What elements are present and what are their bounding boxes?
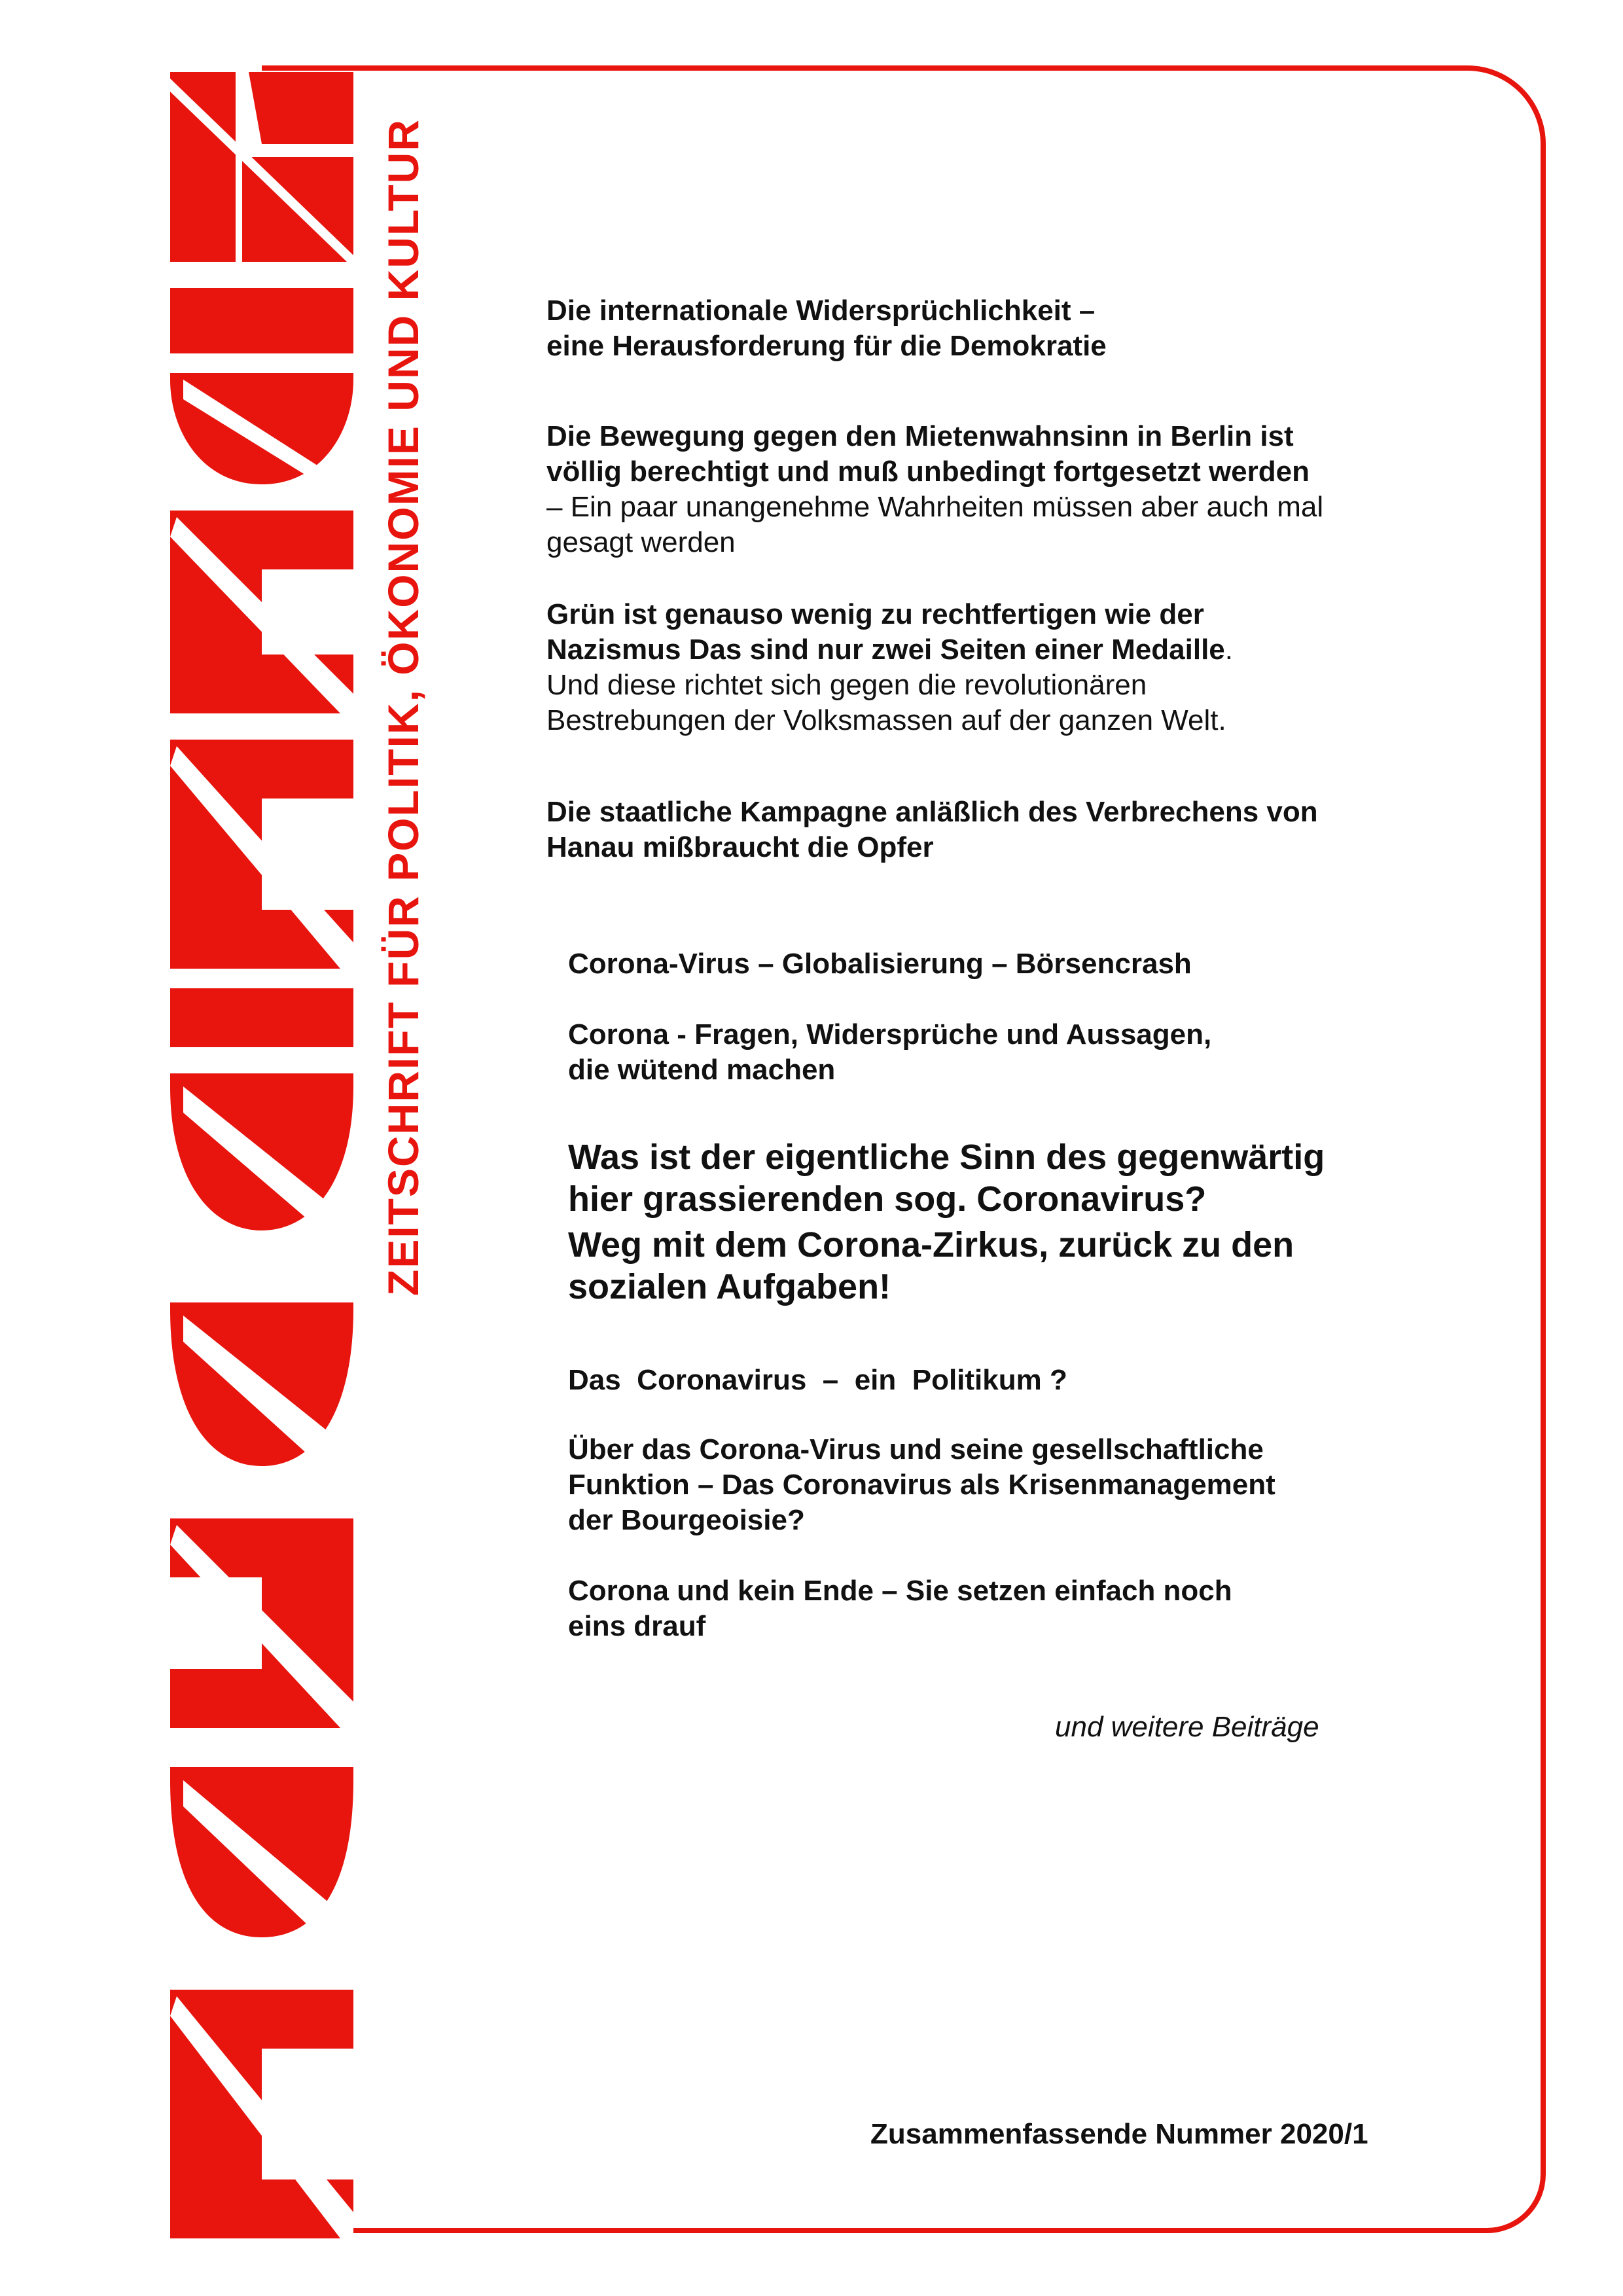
article-title-1: Die internationale Widersprüchlichkeit – eine Herausforderung für die Demokratie	[546, 295, 1107, 362]
issue-number: Zusammenfassende Nummer 2020/1	[870, 2118, 1368, 2150]
article-title-3: Grün ist genauso wenig zu rechtfertigen wie der Nazismus Das sind nur zwei Seiten einer Medaille. Und diese richtet sich gegen die revolutionären Bestrebungen der Volksmassen auf der ganzen Welt.	[546, 598, 1234, 736]
article-title-5: Corona-Virus – Globalisierung – Börsencrash	[568, 948, 1192, 980]
article-title-6: Corona - Fragen, Widersprüche und Aussagen, die wütend machen	[568, 1018, 1212, 1086]
article-title-7: Was ist der eigentliche Sinn des gegenwärtig hier grassierenden sog. Coronavirus? Weg mit dem Corona-Zirkus, zurück zu den sozialen Aufgaben!	[568, 1138, 1325, 1306]
article-title-2: Die Bewegung gegen den Mietenwahnsinn in Berlin ist völlig berechtigt und muß unbedingt fortgesetzt werden – Ein paar unangenehme Wahrheiten müssen aber auch mal gesagt werden	[546, 420, 1324, 558]
red-frame-bottom-left	[386, 2228, 425, 2233]
article-title-4: Die staatliche Kampagne anläßlich des Verbrechens von Hanau mißbraucht die Opfer	[546, 796, 1318, 863]
masthead-logo	[157, 65, 366, 2251]
more-articles-note: und weitere Beiträge	[1055, 1711, 1319, 1743]
masthead-logo-graphic	[157, 65, 366, 2251]
article-title-8: Das Coronavirus – ein Politikum ?	[568, 1364, 1067, 1396]
article-title-10: Corona und kein Ende – Sie setzen einfach noch eins drauf	[568, 1575, 1232, 1642]
masthead-subtitle: ZEITSCHRIFT FÜR POLITIK, ÖKONOMIE UND KULTUR	[379, 118, 427, 1296]
article-title-9: Über das Corona-Virus und seine gesellschaftliche Funktion – Das Coronavirus als Krisenmanagement der Bourgeoisie?	[568, 1433, 1275, 1536]
